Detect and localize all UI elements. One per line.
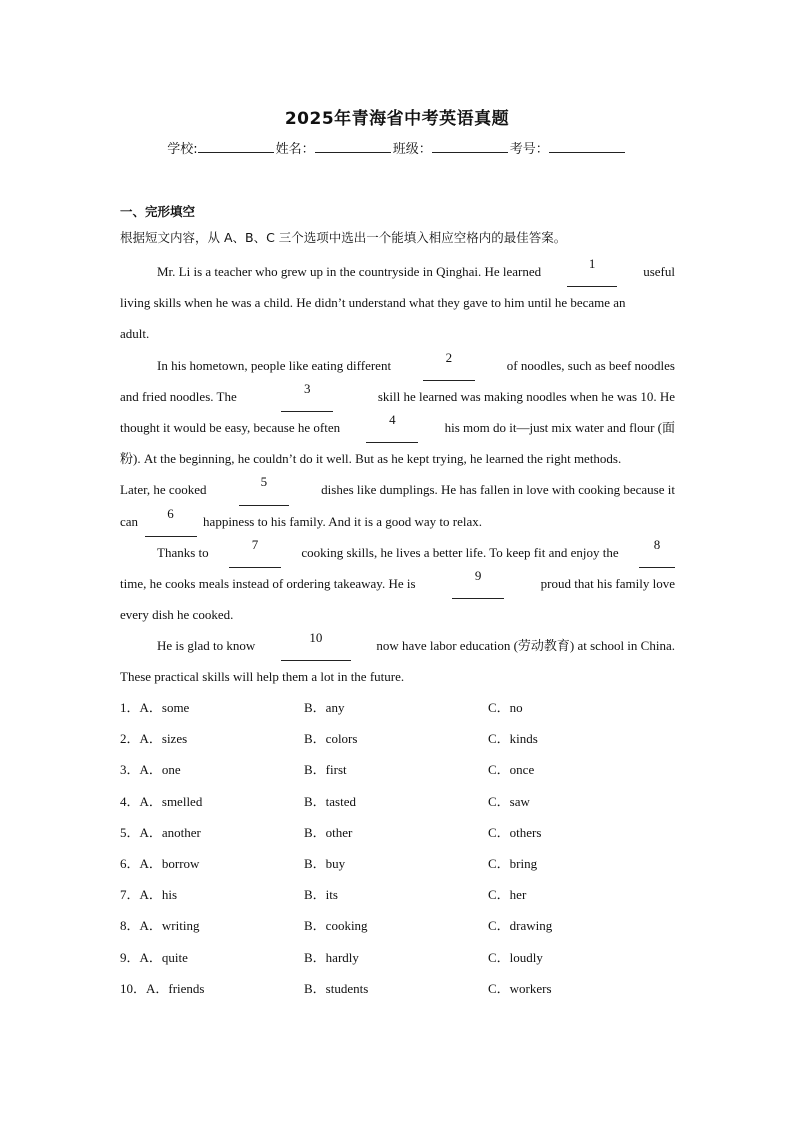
passage-line [120, 568, 675, 599]
option-b[interactable]: B．colors [304, 731, 358, 747]
passage-line [120, 474, 675, 505]
option-b[interactable]: B．any [304, 700, 345, 715]
option-a[interactable]: 5．A．another [120, 824, 201, 840]
exam-number-blank[interactable] [549, 140, 625, 153]
passage-text: time, he cooks meals instead of ordering takeaway. He is [120, 575, 416, 591]
passage-line [120, 287, 675, 318]
passage-text: of noodles, such as beef noodles [506, 357, 675, 373]
school-label: 学校: [167, 142, 198, 157]
passage-text: every dish he cooked. [120, 607, 234, 623]
blank-5: 5 [239, 474, 289, 505]
passage-text: his mom do it—just mix water and flour (面 [444, 419, 675, 435]
option-a[interactable]: 2．A．sizes [120, 731, 188, 747]
option-b[interactable]: B．first [304, 762, 347, 778]
option-a[interactable]: 9．A．quite [120, 949, 188, 965]
passage-text: He is glad to know [157, 638, 256, 654]
passage-text: happiness to his family. And it is a good way to relax. [203, 513, 483, 529]
blank-2: 2 [423, 350, 475, 381]
option-b[interactable]: B．other [304, 824, 353, 840]
option-c[interactable]: C．saw [488, 793, 530, 809]
passage-text: skill he learned was making noodles when he was 10. He [377, 388, 675, 404]
passage-line [120, 318, 675, 349]
blank-9: 9 [452, 568, 504, 599]
option-c[interactable]: C．kinds [488, 731, 538, 747]
option-c[interactable]: C．no [488, 700, 523, 715]
section-instruction: 根据短文内容，从 A、B、C 三个选项中选出一个能填入相应空格内的最佳答案。 [120, 230, 567, 245]
class-blank[interactable] [432, 140, 508, 153]
option-b[interactable]: B．buy [304, 855, 346, 871]
exam-number-label: 考号： [509, 142, 549, 157]
option-a[interactable]: 8．A．writing [120, 918, 200, 934]
option-a[interactable]: 4．A．smelled [120, 793, 203, 809]
passage-line [120, 630, 675, 661]
option-c[interactable]: C．bring [488, 855, 538, 871]
class-label: 班级： [392, 142, 432, 157]
passage-text: thought it would be easy, because he often [120, 419, 341, 435]
passage-text: now have labor education (劳动教育) at school in China. [376, 638, 675, 654]
option-c[interactable]: C．once [488, 762, 535, 778]
option-b[interactable]: B．cooking [304, 918, 368, 934]
passage-line [120, 537, 675, 568]
option-a[interactable]: 10．A．friends [120, 980, 205, 996]
blank-6: 6 [145, 506, 197, 537]
blank-7: 7 [229, 537, 281, 568]
option-b[interactable]: B．tasted [304, 793, 356, 809]
student-info-line [0, 138, 794, 157]
passage-text: adult. [120, 326, 150, 342]
blank-3: 3 [281, 381, 333, 412]
option-c[interactable]: C．her [488, 887, 527, 903]
option-a[interactable]: 3．A．one [120, 762, 181, 778]
passage-text: cooking skills, he lives a better life. To keep fit and enjoy the [301, 544, 619, 560]
passage-line [120, 412, 675, 443]
blank-4: 4 [366, 412, 418, 443]
option-b[interactable]: B．its [304, 887, 338, 903]
passage-line [120, 506, 675, 537]
passage-text: dishes like dumplings. He has fallen in love with cooking because it [321, 482, 675, 498]
passage-text: Later, he cooked [120, 482, 207, 498]
option-c[interactable]: C．workers [488, 980, 552, 996]
passage-line [120, 599, 675, 630]
passage-text: Thanks to [157, 544, 209, 560]
passage-line [120, 350, 675, 381]
name-label: 姓名： [275, 142, 315, 157]
passage-text: living skills when he was a child. He didn’t understand what they gave to him until he became an [120, 295, 626, 311]
passage-text: 粉). At the beginning, he couldn’t do it well. But as he kept trying, he learned the right methods. [120, 451, 622, 467]
name-blank[interactable] [315, 140, 391, 153]
option-b[interactable]: B．students [304, 980, 369, 996]
passage-text: proud that his family love [540, 575, 675, 591]
page-title: 2025年青海省中考英语真题 [284, 109, 510, 129]
cloze-passage [120, 256, 675, 693]
option-c[interactable]: C．loudly [488, 949, 543, 965]
school-blank[interactable] [198, 140, 274, 153]
passage-line [120, 256, 675, 287]
passage-line [120, 661, 675, 692]
blank-10: 10 [281, 630, 351, 661]
blank-8: 8 [639, 537, 675, 568]
option-c[interactable]: C．others [488, 824, 542, 840]
passage-text: can [120, 513, 139, 529]
passage-text: In his hometown, people like eating different [157, 357, 392, 373]
passage-line [120, 381, 675, 412]
passage-text: useful [643, 264, 675, 279]
option-a[interactable]: 1．A．some [120, 700, 190, 715]
passage-text: and fried noodles. The [120, 388, 237, 404]
passage-line [120, 443, 675, 474]
blank-1: 1 [567, 256, 617, 287]
option-a[interactable]: 6．A．borrow [120, 855, 200, 871]
section-title: 一、完形填空 [120, 204, 196, 219]
passage-text: Mr. Li is a teacher who grew up in the countryside in Qinghai. He learned [157, 264, 542, 279]
option-b[interactable]: B．hardly [304, 949, 359, 965]
option-a[interactable]: 7．A．his [120, 887, 178, 903]
option-c[interactable]: C．drawing [488, 918, 553, 934]
passage-text: These practical skills will help them a lot in the future. [120, 669, 405, 685]
